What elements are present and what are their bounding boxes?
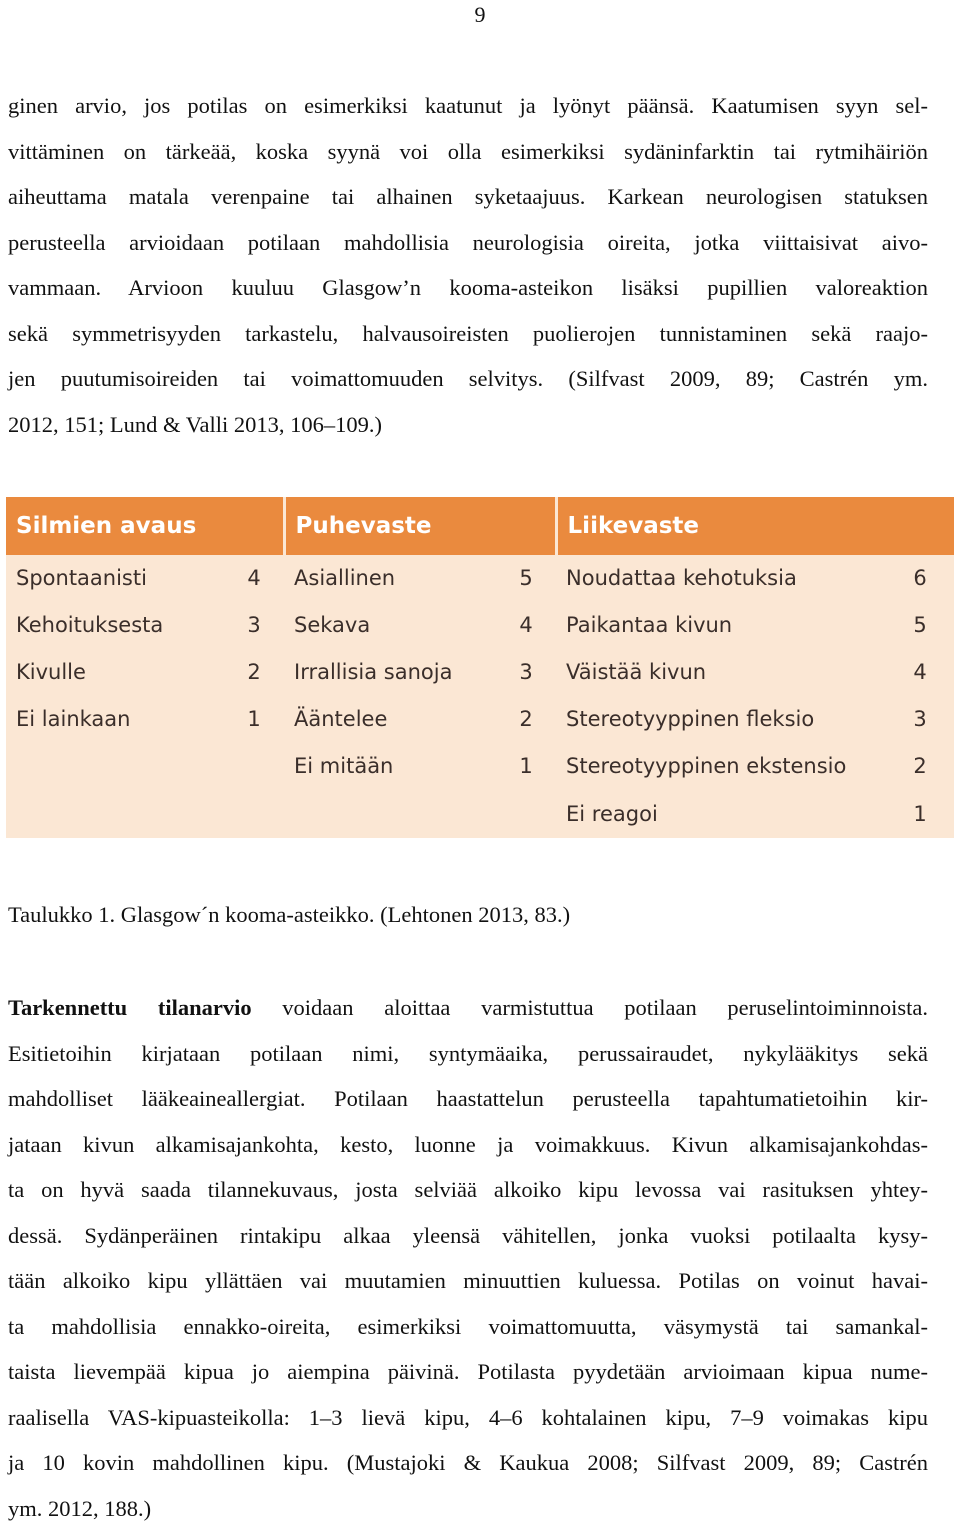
eye-label: Kehoituksesta: [6, 602, 224, 649]
eye-label: [6, 742, 224, 789]
header-eye-opening: Silmien avaus: [6, 497, 284, 555]
verbal-score: 3: [496, 649, 556, 696]
table-caption: Taulukko 1. Glasgow´n kooma-asteikko. (Lehtonen 2013, 83.): [8, 898, 570, 932]
motor-score: 6: [886, 555, 954, 602]
paragraph-detailed-assessment: [8, 985, 928, 1531]
text-line: jen puutumisoireiden tai voimattomuuden selvitys. (Silfvast 2009, 89; Castrén ym.: [8, 356, 928, 402]
verbal-label: [284, 789, 496, 838]
verbal-score: [496, 789, 556, 838]
motor-score: 2: [886, 742, 954, 789]
verbal-label: Irrallisia sanoja: [284, 649, 496, 696]
page-number: 9: [0, 2, 960, 28]
text-line: dessä. Sydänperäinen rintakipu alkaa yleensä vähitellen, jonka vuoksi potilaalta kysy-: [8, 1213, 928, 1259]
verbal-label: Sekava: [284, 602, 496, 649]
text-line: perusteella arvioidaan potilaan mahdollisia neurologisia oireita, jotka viittaisivat aivo-: [8, 220, 928, 266]
verbal-label: Ei mitään: [284, 742, 496, 789]
table-row: [6, 602, 954, 649]
motor-label: Paikantaa kivun: [556, 602, 886, 649]
motor-label: Stereotyyppinen fleksio: [556, 695, 886, 742]
motor-score: 4: [886, 649, 954, 696]
motor-label: Stereotyyppinen ekstensio: [556, 742, 886, 789]
text-line: ginen arvio, jos potilas on esimerkiksi kaatunut ja lyönyt päänsä. Kaatumisen syyn sel-: [8, 83, 928, 129]
verbal-label: Ääntelee: [284, 695, 496, 742]
eye-score: 1: [224, 695, 284, 742]
eye-score: 4: [224, 555, 284, 602]
verbal-score: 5: [496, 555, 556, 602]
motor-score: 1: [886, 789, 954, 838]
paragraph-intro: [8, 83, 928, 447]
eye-score: 2: [224, 649, 284, 696]
text-line: ym. 2012, 188.): [8, 1486, 928, 1531]
verbal-label: Asiallinen: [284, 555, 496, 602]
verbal-score: 1: [496, 742, 556, 789]
text-line: [8, 985, 928, 1031]
eye-score: 3: [224, 602, 284, 649]
table-row: [6, 695, 954, 742]
text-line: Esitietoihin kirjataan potilaan nimi, syntymäaika, perussairaudet, nykylääkitys sekä: [8, 1031, 928, 1077]
text-line: vammaan. Arvioon kuuluu Glasgow’n kooma-asteikon lisäksi pupillien valoreaktion: [8, 265, 928, 311]
bold-term: Tarkennettu tilanarvio: [8, 995, 252, 1020]
eye-score: [224, 742, 284, 789]
text-line: jataan kivun alkamisajankohta, kesto, luonne ja voimakkuus. Kivun alkamisajankohdas-: [8, 1122, 928, 1168]
header-motor-response: Liikevaste: [556, 497, 954, 555]
text-line: vittäminen on tärkeää, koska syynä voi olla esimerkiksi sydäninfarktin tai rytmihäiriön: [8, 129, 928, 175]
text-line: sekä symmetrisyyden tarkastelu, halvausoireisten puolierojen tunnistaminen sekä raajo-: [8, 311, 928, 357]
table-header-row: [6, 497, 954, 555]
text-line: 2012, 151; Lund & Valli 2013, 106–109.): [8, 402, 928, 448]
text-line: ta on hyvä saada tilannekuvaus, josta selviää alkoiko kipu levossa vai rasituksen yhtey-: [8, 1167, 928, 1213]
text-line: mahdolliset lääkeaineallergiat. Potilaan haastattelun perusteella tapahtumatietoihin kir-: [8, 1076, 928, 1122]
eye-label: Kivulle: [6, 649, 224, 696]
text-line: aiheuttama matala verenpaine tai alhainen syketaajuus. Karkean neurologisen statuksen: [8, 174, 928, 220]
table-row: [6, 742, 954, 789]
text-span: voidaan aloittaa varmistuttua potilaan peruselintoiminnoista.: [252, 995, 928, 1020]
motor-label: Väistää kivun: [556, 649, 886, 696]
eye-label: Spontaanisti: [6, 555, 224, 602]
table-row: [6, 789, 954, 838]
eye-label: Ei lainkaan: [6, 695, 224, 742]
glasgow-coma-scale-table: [6, 497, 954, 838]
eye-label: [6, 789, 224, 838]
eye-score: [224, 789, 284, 838]
motor-score: 3: [886, 695, 954, 742]
table-row: [6, 555, 954, 602]
text-line: taista lievempää kipua jo aiempina päivinä. Potilasta pyydetään arvioimaan kipua nume-: [8, 1349, 928, 1395]
table-row: [6, 649, 954, 696]
text-line: ta mahdollisia ennakko-oireita, esimerkiksi voimattomuutta, väsymystä tai samankal-: [8, 1304, 928, 1350]
text-line: ja 10 kovin mahdollinen kipu. (Mustajoki & Kaukua 2008; Silfvast 2009, 89; Castrén: [8, 1440, 928, 1486]
motor-label: Ei reagoi: [556, 789, 886, 838]
motor-score: 5: [886, 602, 954, 649]
verbal-score: 2: [496, 695, 556, 742]
verbal-score: 4: [496, 602, 556, 649]
text-line: tään alkoiko kipu yllättäen vai muutamien minuuttien kuluessa. Potilas on voinut havai-: [8, 1258, 928, 1304]
text-line: raalisella VAS-kipuasteikolla: 1–3 lievä kipu, 4–6 kohtalainen kipu, 7–9 voimakas kipu: [8, 1395, 928, 1441]
header-verbal-response: Puhevaste: [284, 497, 556, 555]
motor-label: Noudattaa kehotuksia: [556, 555, 886, 602]
